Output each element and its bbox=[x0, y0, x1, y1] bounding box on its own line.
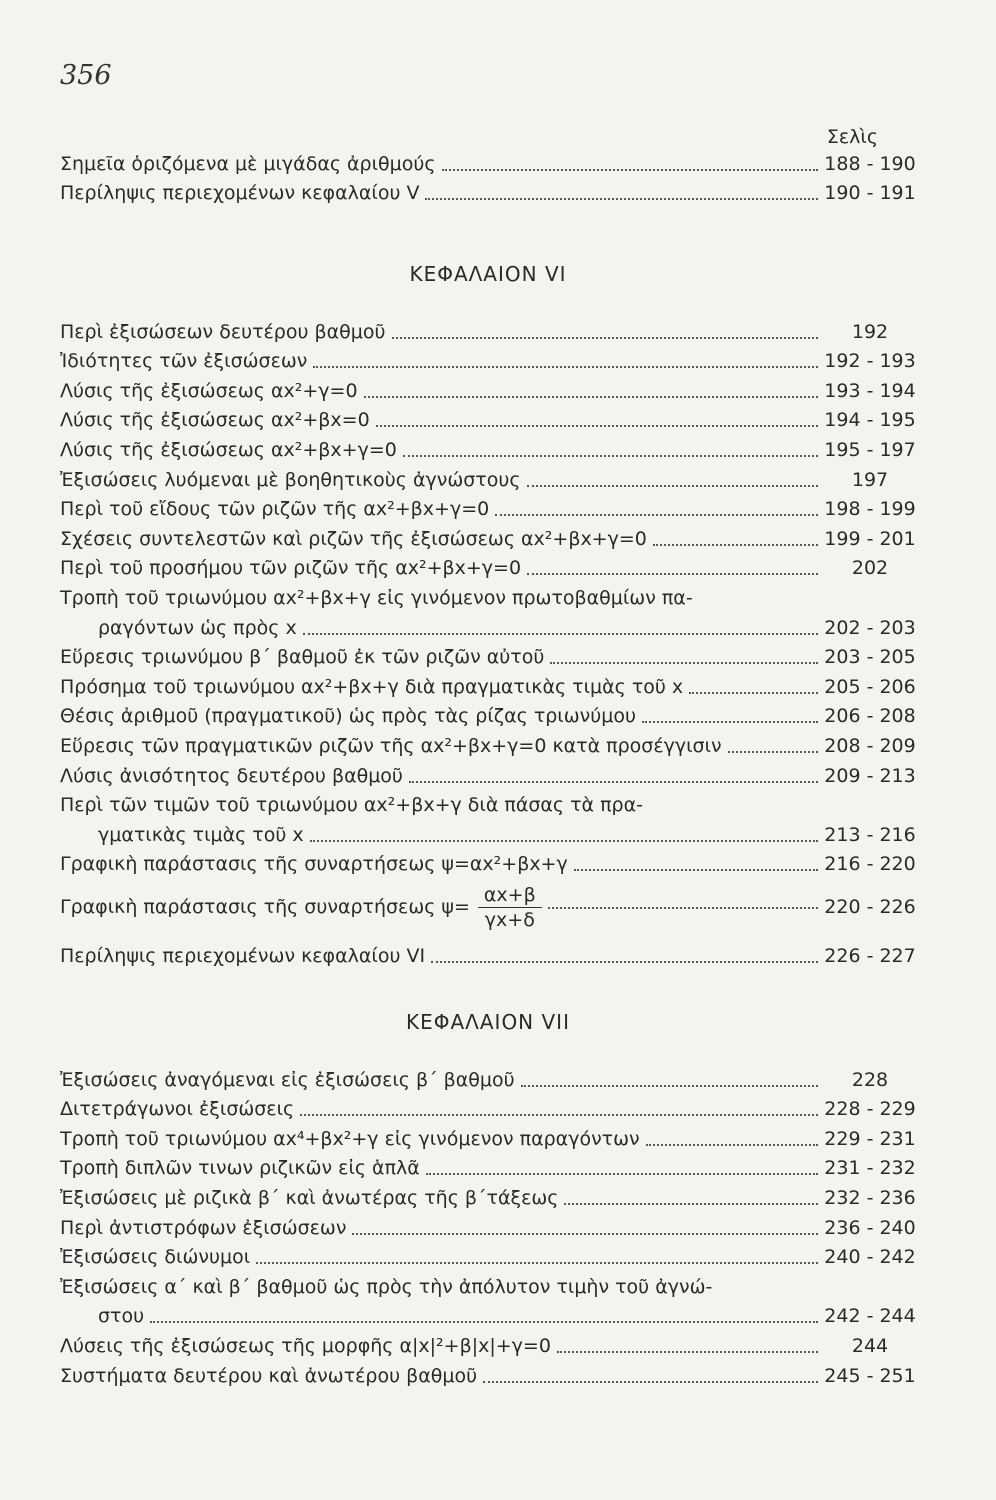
chapter-6-title: ΚΕΦΑΛΑΙΟΝ VI bbox=[409, 262, 567, 286]
dot-leader bbox=[150, 1320, 818, 1323]
toc-entry-title: Λύσις τῆς ἐξισώσεως αx²+γ=0 bbox=[60, 379, 358, 402]
toc-entry-pages: 198 - 199 bbox=[824, 498, 916, 521]
dot-leader bbox=[495, 513, 818, 516]
fraction bbox=[478, 883, 542, 932]
dot-leader bbox=[646, 1143, 818, 1146]
toc-entry-title: γματικὰς τιμὰς τοῦ x bbox=[98, 823, 304, 846]
dot-leader bbox=[426, 1172, 818, 1175]
toc-entry-title: Σημεῖα ὁριζόμενα μὲ μιγάδας ἀριθμούς bbox=[60, 152, 436, 175]
toc-entry-pages: 216 - 220 bbox=[824, 853, 916, 876]
toc-entry bbox=[60, 176, 916, 206]
page-number: 356 bbox=[60, 60, 112, 91]
toc-entry-fraction bbox=[60, 876, 916, 938]
toc-entry-pages: 206 - 208 bbox=[824, 705, 916, 728]
toc-entry bbox=[60, 1062, 916, 1092]
toc-entry bbox=[60, 847, 916, 877]
toc-entry-pages: 199 - 201 bbox=[824, 527, 916, 550]
toc-entry bbox=[60, 610, 916, 640]
toc-entry bbox=[60, 1299, 916, 1329]
toc-entry-title: Περίληψις περιεχομένων κεφαλαίου VI bbox=[60, 944, 426, 967]
toc-entry-title: Περὶ ἐξισώσεων δευτέρου βαθμοῦ bbox=[60, 320, 386, 343]
dot-leader bbox=[425, 197, 818, 200]
toc-entry bbox=[60, 314, 916, 344]
toc-entry-pages: 242 - 244 bbox=[824, 1305, 916, 1328]
toc-entry bbox=[60, 938, 916, 968]
toc-entry bbox=[60, 403, 916, 433]
toc-entry bbox=[60, 1151, 916, 1181]
toc-entry bbox=[60, 462, 916, 492]
dot-leader bbox=[550, 661, 818, 664]
toc-entry bbox=[60, 432, 916, 462]
toc-entry bbox=[60, 1092, 916, 1122]
toc-entry bbox=[60, 640, 916, 670]
toc-entry-title: Περὶ τῶν τιμῶν τοῦ τριωνύμου αx²+βx+γ διὰ πάσας τὰ πρα- bbox=[60, 794, 643, 817]
toc-entry-title: Περὶ ἀντιστρόφων ἐξισώσεων bbox=[60, 1216, 347, 1239]
dot-leader bbox=[557, 1350, 818, 1353]
toc-entry-title: Θέσις ἀριθμοῦ (πραγματικοῦ) ὡς πρὸς τὰς ρίζας τριωνύμου bbox=[60, 705, 636, 728]
toc-entry-pages: 240 - 242 bbox=[824, 1246, 916, 1269]
dot-leader bbox=[313, 365, 818, 368]
dot-leader bbox=[564, 1202, 818, 1205]
toc-entry-title: Πρόσημα τοῦ τριωνύμου αx²+βx+γ διὰ πραγματικὰς τιμὰς τοῦ x bbox=[60, 675, 684, 698]
toc-entry-title: Λύσις ἀνισότητος δευτέρου βαθμοῦ bbox=[60, 764, 403, 787]
toc-entry-pages: 193 - 194 bbox=[824, 379, 916, 402]
toc-entry-title: Περὶ τοῦ εἴδους τῶν ριζῶν τῆς αx²+βx+γ=0 bbox=[60, 498, 490, 521]
dot-leader bbox=[392, 336, 818, 339]
toc-entry-pages: 192 - 193 bbox=[824, 350, 916, 373]
toc-entry-title: Γραφικὴ παράστασις τῆς συναρτήσεως ψ= bbox=[60, 896, 470, 919]
toc-entry-pages: 202 bbox=[851, 557, 889, 580]
toc-entry bbox=[60, 1210, 916, 1240]
dot-leader bbox=[483, 1380, 818, 1383]
pages-column-header: Σελὶς bbox=[826, 126, 878, 148]
toc-entry bbox=[60, 1240, 916, 1270]
dot-leader bbox=[300, 1113, 818, 1116]
toc-entry-pages: 194 - 195 bbox=[824, 409, 916, 432]
toc-entry-title: Περίληψις περιεχομένων κεφαλαίου V bbox=[60, 182, 420, 205]
toc-entry-title: Ἐξισώσεις α΄ καὶ β΄ βαθμοῦ ὡς πρὸς τὴν ἀπόλυτον τιμὴν τοῦ ἀγνώ- bbox=[60, 1275, 713, 1298]
dot-leader bbox=[728, 750, 818, 753]
chapter-7-title: ΚΕΦΑΛΑΙΟΝ VII bbox=[406, 1010, 570, 1034]
dot-leader bbox=[403, 454, 818, 457]
dot-leader bbox=[642, 720, 818, 723]
toc-entry-pages: 228 - 229 bbox=[824, 1098, 916, 1121]
toc-entry bbox=[60, 817, 916, 847]
toc-entry-pages: 213 - 216 bbox=[824, 823, 916, 846]
dot-leader bbox=[527, 572, 818, 575]
toc-entry bbox=[60, 1358, 916, 1388]
toc-entry bbox=[60, 788, 916, 818]
toc-entry bbox=[60, 344, 916, 374]
toc-entry bbox=[60, 728, 916, 758]
toc-entry-pages: 195 - 197 bbox=[824, 438, 916, 461]
toc-entry-title: Εὕρεσις τῶν πραγματικῶν ριζῶν τῆς αx²+βx+γ=0 κατὰ προσέγγισιν bbox=[60, 734, 722, 757]
dot-leader bbox=[548, 906, 818, 909]
chapter-7-entries bbox=[60, 1062, 916, 1388]
toc-entry bbox=[60, 1328, 916, 1358]
toc-entry-title: Γραφικὴ παράστασις τῆς συναρτήσεως ψ=αx²+βx+γ bbox=[60, 853, 568, 876]
toc-entry bbox=[60, 492, 916, 522]
toc-entry-pages: 231 - 232 bbox=[824, 1157, 916, 1180]
toc-entry-title: Λύσις τῆς ἐξισώσεως αx²+βx+γ=0 bbox=[60, 438, 397, 461]
toc-entry bbox=[60, 1269, 916, 1299]
dot-leader bbox=[653, 543, 818, 546]
toc-entry bbox=[60, 1121, 916, 1151]
toc-entry bbox=[60, 373, 916, 403]
chapter-6-entries bbox=[60, 314, 916, 968]
dot-leader bbox=[364, 395, 818, 398]
toc-entry-pages: 220 - 226 bbox=[824, 896, 916, 919]
dot-leader bbox=[521, 1084, 818, 1087]
toc-entry-pages: 229 - 231 bbox=[824, 1127, 916, 1150]
toc-entry-pages: 188 - 190 bbox=[824, 152, 916, 175]
dot-leader bbox=[303, 632, 818, 635]
toc-entry-title: Λύσις τῆς ἐξισώσεως αx²+βx=0 bbox=[60, 409, 370, 432]
toc-entry bbox=[60, 580, 916, 610]
toc-entry-title: Διτετράγωνοι ἐξισώσεις bbox=[60, 1098, 295, 1121]
toc-entry-pages: 228 bbox=[851, 1068, 889, 1091]
toc-entry-title: Τροπὴ διπλῶν τινων ριζικῶν εἰς ἁπλᾶ bbox=[60, 1157, 420, 1180]
toc-entry-title: Εὕρεσις τριωνύμου β΄ βαθμοῦ ἐκ τῶν ριζῶν αὐτοῦ bbox=[60, 646, 545, 669]
fraction-numerator: αx+β bbox=[478, 883, 542, 908]
toc-entry-title: στου bbox=[98, 1305, 145, 1328]
toc-entry-title: Ἐξισώσεις μὲ ριζικὰ β΄ καὶ ἀνωτέρας τῆς β΄τάξεως bbox=[60, 1186, 559, 1209]
toc-entry bbox=[60, 146, 916, 176]
toc-entry-pages: 202 - 203 bbox=[824, 616, 916, 639]
dot-leader bbox=[256, 1261, 818, 1264]
dot-leader bbox=[431, 960, 818, 963]
toc-entry bbox=[60, 699, 916, 729]
toc-entry-title: Συστήματα δευτέρου καὶ ἀνωτέρου βαθμοῦ bbox=[60, 1364, 478, 1387]
toc-entry-pages: 245 - 251 bbox=[824, 1364, 916, 1387]
toc-entry bbox=[60, 551, 916, 581]
toc-entry bbox=[60, 758, 916, 788]
toc-entry-pages: 236 - 240 bbox=[824, 1216, 916, 1239]
toc-entry-title: Ἐξισώσεις λυόμεναι μὲ βοηθητικοὺς ἀγνώστους bbox=[60, 468, 521, 491]
top-entries bbox=[60, 146, 916, 205]
toc-entry-title: Σχέσεις συντελεστῶν καὶ ριζῶν τῆς ἐξισώσεως αx²+βx+γ=0 bbox=[60, 527, 647, 550]
toc-entry-pages: 226 - 227 bbox=[824, 944, 916, 967]
toc-entry-pages: 209 - 213 bbox=[824, 764, 916, 787]
toc-entry-pages: 208 - 209 bbox=[824, 734, 916, 757]
dot-leader bbox=[409, 780, 818, 783]
dot-leader bbox=[376, 424, 818, 427]
toc-entry-pages: 203 - 205 bbox=[824, 646, 916, 669]
dot-leader bbox=[352, 1232, 818, 1235]
toc-entry-title: Λύσεις τῆς ἐξισώσεως τῆς μορφῆς α|x|²+β|x|+γ=0 bbox=[60, 1334, 551, 1357]
toc-entry-pages: 192 bbox=[851, 320, 889, 343]
dot-leader bbox=[689, 691, 818, 694]
dot-leader bbox=[574, 868, 818, 871]
fraction-denominator: γx+δ bbox=[484, 908, 535, 931]
toc-entry bbox=[60, 1180, 916, 1210]
toc-entry-title: Ἐξισώσεις διώνυμοι bbox=[60, 1246, 251, 1269]
toc-entry-title: Ἐξισώσεις ἀναγόμεναι εἰς ἐξισώσεις β΄ βαθμοῦ bbox=[60, 1068, 515, 1091]
toc-entry-title: Τροπὴ τοῦ τριωνύμου αx⁴+βx²+γ εἰς γινόμενον παραγόντων bbox=[60, 1127, 640, 1150]
toc-entry-pages: 205 - 206 bbox=[824, 675, 916, 698]
toc-entry bbox=[60, 669, 916, 699]
dot-leader bbox=[442, 168, 818, 171]
toc-entry-title: Περὶ τοῦ προσήμου τῶν ριζῶν τῆς αx²+βx+γ=0 bbox=[60, 557, 522, 580]
toc-entry-title: Τροπὴ τοῦ τριωνύμου αx²+βx+γ εἰς γινόμενον πρωτοβαθμίων πα- bbox=[60, 586, 693, 609]
dot-leader bbox=[310, 839, 818, 842]
toc-entry-pages: 232 - 236 bbox=[824, 1186, 916, 1209]
dot-leader bbox=[527, 484, 818, 487]
toc-entry-title: Ἰδιότητες τῶν ἐξισώσεων bbox=[60, 350, 308, 373]
toc-entry-pages: 197 bbox=[851, 468, 889, 491]
toc-entry bbox=[60, 521, 916, 551]
toc-entry-pages: 244 bbox=[851, 1334, 889, 1357]
toc-entry-title: ραγόντων ὡς πρὸς x bbox=[98, 616, 297, 639]
toc-entry-pages: 190 - 191 bbox=[824, 182, 916, 205]
